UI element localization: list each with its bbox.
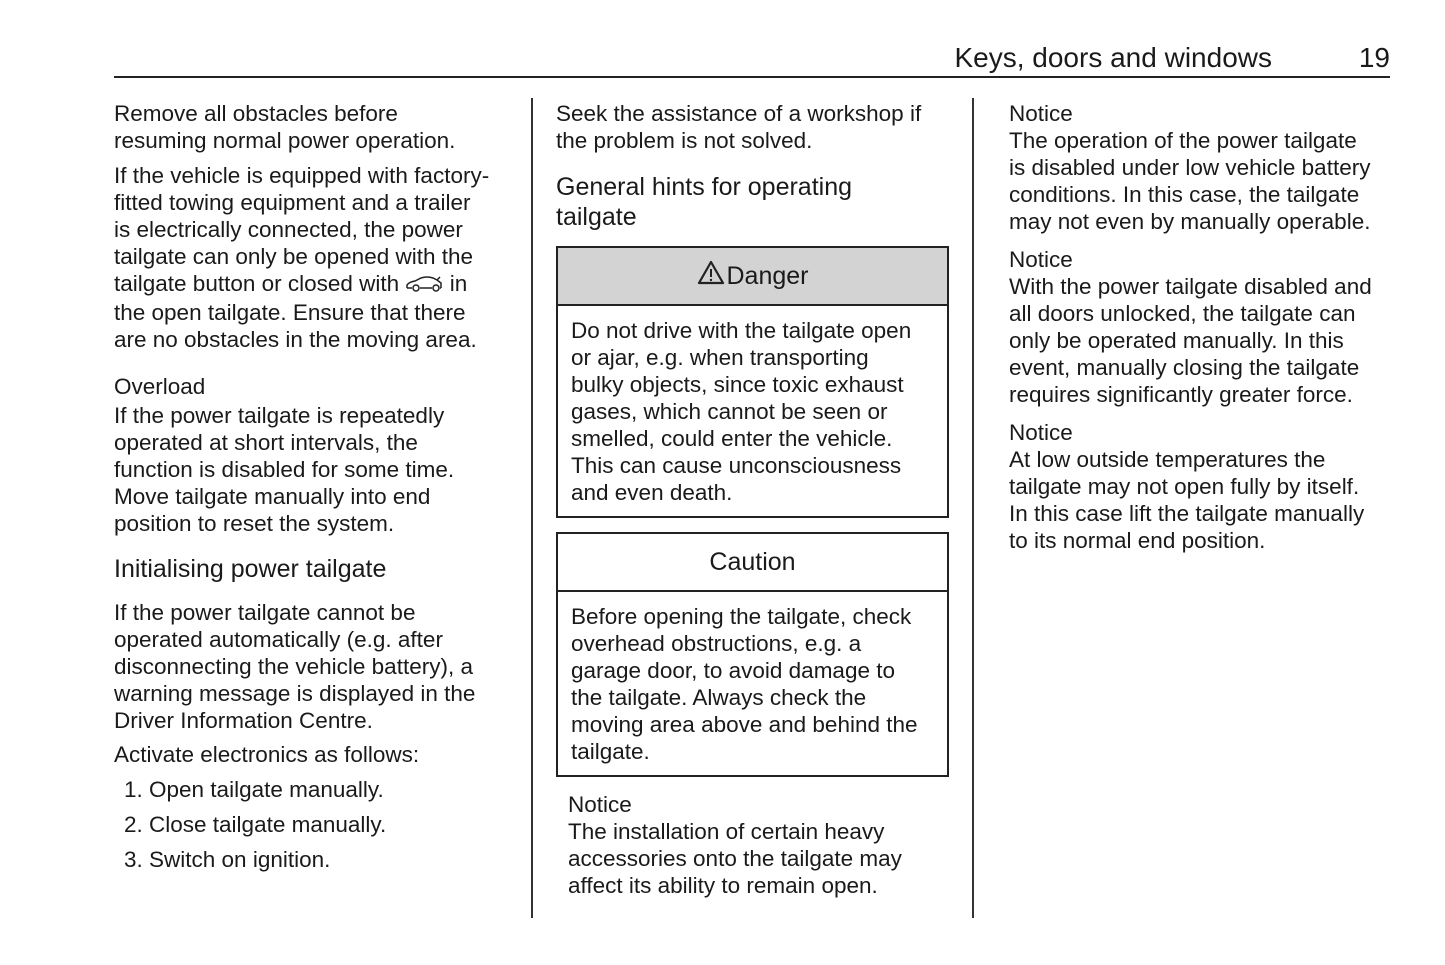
car-tailgate-icon <box>405 272 443 299</box>
paragraph-overload <box>114 402 454 537</box>
text-line: the problem is not solved. <box>556 128 813 153</box>
caution-header <box>558 534 947 592</box>
text-line: Activate electronics as follows: <box>114 742 420 767</box>
text-line: Driver Information Centre. <box>114 708 373 733</box>
text-span: in <box>443 271 468 296</box>
text-line: garage door, to avoid damage to <box>571 658 895 683</box>
text-line: smelled, could enter the vehicle. <box>571 426 893 451</box>
text-line: If the vehicle is equipped with factory- <box>114 163 490 188</box>
text-line: or ajar, e.g. when transporting <box>571 345 869 370</box>
column-divider <box>531 98 533 918</box>
text-line: Seek the assistance of a workshop if <box>556 101 922 126</box>
text-line <box>114 270 489 299</box>
text-line: affect its ability to remain open. <box>568 873 878 898</box>
notice-heading: Notice <box>1009 247 1073 272</box>
text-line: Remove all obstacles before <box>114 101 398 126</box>
page-number: 19 <box>1358 42 1390 73</box>
text-line: Before opening the tailgate, check <box>571 604 912 629</box>
text-line: The installation of certain heavy <box>568 819 885 844</box>
warning-triangle-icon <box>697 260 725 292</box>
list-item: 2. Close tailgate manually. <box>124 812 387 837</box>
notice-text <box>568 818 902 899</box>
text-line: requires significantly greater force. <box>1009 382 1353 407</box>
text-line: This can cause unconsciousness <box>571 453 902 478</box>
text-line: The operation of the power tailgate <box>1009 128 1357 153</box>
text-line: operated automatically (e.g. after <box>114 627 443 652</box>
heading-initialising: Initialising power tailgate <box>114 555 387 583</box>
text-line: tailgate can only be opened with the <box>114 244 474 269</box>
text-line: overhead obstructions, e.g. a <box>571 631 862 656</box>
text-line: the open tailgate. Ensure that there <box>114 300 466 325</box>
paragraph-towing <box>114 162 489 353</box>
notice-text <box>1009 127 1370 235</box>
header-rule <box>114 76 1390 78</box>
text-line: With the power tailgate disabled and <box>1009 274 1372 299</box>
column-divider <box>972 98 974 918</box>
text-line: disconnecting the vehicle battery), a <box>114 654 473 679</box>
text-line: If the power tailgate is repeatedly <box>114 403 445 428</box>
text-line: event, manually closing the tailgate <box>1009 355 1360 380</box>
danger-title: Danger <box>726 261 809 290</box>
text-line: fitted towing equipment and a trailer <box>114 190 471 215</box>
notice-text <box>1009 446 1364 554</box>
text-line: is disabled under low vehicle battery <box>1009 155 1371 180</box>
text-line: tailgate. <box>571 739 650 764</box>
danger-box <box>556 246 949 518</box>
text-line: only be operated manually. In this <box>1009 328 1344 353</box>
paragraph-lines <box>114 162 489 270</box>
text-line: all doors unlocked, the tailgate can <box>1009 301 1356 326</box>
text-line: tailgate <box>556 203 637 231</box>
text-line: bulky objects, since toxic exhaust <box>571 372 904 397</box>
text-line: is electrically connected, the power <box>114 217 463 242</box>
caution-text <box>558 592 947 765</box>
text-span: tailgate button or closed with <box>114 271 406 296</box>
danger-header <box>558 248 947 306</box>
notice-heading: Notice <box>1009 101 1073 126</box>
paragraph-remove-obstacles <box>114 100 455 154</box>
section-title: Keys, doors and windows <box>954 42 1272 73</box>
text-line: and even death. <box>571 480 733 505</box>
notice-text <box>1009 273 1372 408</box>
paragraph-workshop <box>556 100 921 154</box>
steps-list <box>124 776 386 881</box>
text-line: General hints for operating <box>556 173 853 201</box>
list-item: 3. Switch on ignition. <box>124 847 331 872</box>
paragraph-lines <box>114 299 489 353</box>
text-line: gases, which cannot be seen or <box>571 399 888 424</box>
text-line: Move tailgate manually into end <box>114 484 431 509</box>
text-line: to its normal end position. <box>1009 528 1266 553</box>
list-item: 1. Open tailgate manually. <box>124 777 384 802</box>
text-line: conditions. In this case, the tailgate <box>1009 182 1360 207</box>
paragraph-activate <box>114 741 419 768</box>
text-line: may not even by manually operable. <box>1009 209 1371 234</box>
text-line: tailgate may not open fully by itself. <box>1009 474 1360 499</box>
text-line: operated at short intervals, the <box>114 430 418 455</box>
notice-heading: Notice <box>1009 420 1073 445</box>
text-line: At low outside temperatures the <box>1009 447 1326 472</box>
text-line: Do not drive with the tailgate open <box>571 318 912 343</box>
heading-general-hints <box>556 172 852 232</box>
caution-title: Caution <box>709 547 796 576</box>
text-line: resuming normal power operation. <box>114 128 456 153</box>
text-line: the tailgate. Always check the <box>571 685 867 710</box>
text-line: In this case lift the tailgate manually <box>1009 501 1365 526</box>
notice-heading: Notice <box>568 792 632 817</box>
text-line: accessories onto the tailgate may <box>568 846 902 871</box>
text-line: moving area above and behind the <box>571 712 918 737</box>
text-line: warning message is displayed in the <box>114 681 476 706</box>
heading-overload: Overload <box>114 374 206 399</box>
text-line: position to reset the system. <box>114 511 395 536</box>
text-line: If the power tailgate cannot be <box>114 600 416 625</box>
caution-box <box>556 532 949 777</box>
danger-text <box>558 306 947 506</box>
paragraph-initialising <box>114 599 475 734</box>
text-line: function is disabled for some time. <box>114 457 455 482</box>
text-line: are no obstacles in the moving area. <box>114 327 477 352</box>
